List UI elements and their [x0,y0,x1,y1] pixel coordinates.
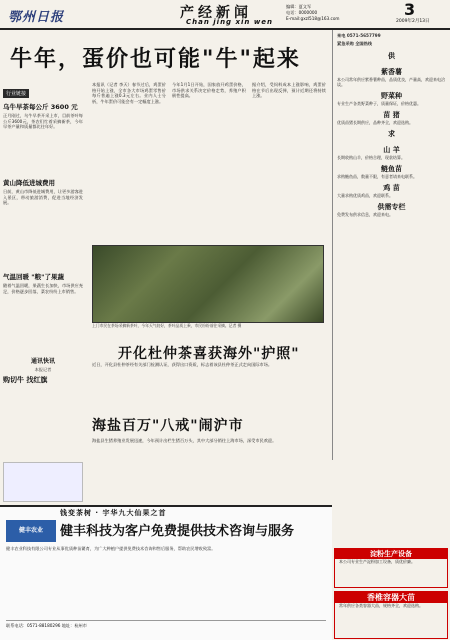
story-title: 乌牛早茶每公斤 3600 元 [3,103,78,111]
ad-tagline: 钱变茶树 · 宇华九大仙果之首 [60,509,167,517]
mid-headline-1: 开化杜仲茶喜获海外"护照" [118,346,300,362]
classified-head: 野菜种 [381,91,402,100]
info-line: 电话：0000000 [286,10,318,15]
classified-head: 鲢鱼苗 [381,164,402,173]
mid-article-2: 海盐县生猪养殖业发展迅速，今年预计出栏生猪百万头，其中大部分销往上海市场，深受市民欢迎。 [92,438,277,443]
mid-headline-2: 海盐百万"八戒"闹沪市 [92,418,244,434]
section-label: 行业链接 [3,89,29,98]
classified-text: 本公司常年供应紫香薯种苗，品质优良，产量高，欢迎来电洽谈。 [337,76,445,87]
classified-head: 紫香薯 [381,67,402,76]
ad-contact: 联系电话：0571-88180296 地址：杭州市 [6,620,326,629]
masthead-info [286,4,396,22]
classified-text: 大量求购优质鸡苗，欢迎联系。 [337,192,393,198]
ad-title: 健丰科技为客户免费提供技术咨询与服务 [60,524,295,539]
right-bottom-ad-1 [334,548,448,588]
company-logo: 健丰农业 [6,520,56,542]
article-column-1: 本报讯（记者 李天）春节过后，鸡蛋价格开始上涨，全市各大市场鸡蛋零售价每斤普遍上涨0.3元左右。业内人士分析，牛年蛋价可能会有一定幅度上涨。 [92,82,166,104]
story-text: 正月刚过，乌牛早茶开采上市，目前茶叶每公斤3600元，茶农们忙着采摘新茶，今年早茶产量和质量都比往年好。 [3,113,83,129]
left-bottom-ad [3,462,83,502]
classified-text: 长期收购山羊，价格合理，现款结算。 [337,154,405,160]
ad-purchase: 购切牛 找红旗 [3,376,48,385]
right-bottom-ad-2 [334,591,448,639]
main-headline: 牛年，蛋价也可能"牛"起来 [10,47,301,72]
classified-header: 来电 0571-5657799 [337,33,381,38]
story-title: 气温回暖 "粮"了果蔬 [3,273,65,281]
ad-title: 香椎容器大苗 [335,592,447,603]
ad-small-line: 本报记者 [34,367,52,372]
story-title: 黄山降低进城费用 [3,179,55,187]
classified-text: 免费发布供求信息，欢迎来电。 [337,211,393,217]
classified-head: 山 羊 [383,145,400,154]
demand-label: 求 [388,129,395,138]
article-column-2: 今年1月1日开始，国家放开鸡蛋价格，市场供求关系决定价格走势，养殖户积极性提高。 [172,82,246,98]
classified-text: 求购鲢鱼苗，数量不限，有意者请来电联系。 [337,173,417,179]
section-title: 产经新闻 [180,5,252,21]
photo-caption: 上门市民在茶场采摘新茶叶，今年天气较好，茶叶品质上乘，市民纷纷前往采摘。记者 摄 [92,323,242,328]
ad-title: 淀粉生产设备 [335,549,447,559]
classified-head: 供需专栏 [377,202,406,211]
article-column-3: 据介绍，受饲料成本上涨影响，鸡蛋价格在节后出现反弹，预计近期还将持续上涨。 [252,82,326,98]
info-line: 编辑：夏文军 [286,4,312,9]
ad-text: 常年供应各类容器大苗，规格齐全，欢迎选购。 [339,603,423,608]
mid-article-1: 近日，开化县杜仲茶经有关部门检测认证，获得出口资质，标志着该县杜仲茶正式走向国际市场。 [92,362,273,367]
classified-text: 优质苗猪长期供应，品种齐全，欢迎选购。 [337,119,413,125]
newspaper-logo: 鄂州日报 [8,10,65,25]
classified-header: 紧急采购 全国热线 [337,41,372,47]
ad-body: 健丰农业科技有限公司专业从事优质种苗繁育，为广大种植户提供免费技术咨询和售后服务，帮助农民增收致富。 [6,546,216,551]
tea-picking-photo [92,245,324,323]
section-subtitle: Chan jing xin wen [186,18,274,26]
classifieds-column [332,30,450,460]
supply-label: 供 [388,51,395,60]
ad-small-title: 通讯快讯 [30,358,55,365]
classified-head: 苗 猪 [383,110,400,119]
page-date: 2009年2月13日 [396,19,430,24]
story-text: 随着气温回暖，果蔬生长加快，市场供应充足，价格逐步回落，菜农纷纷上市销售。 [3,283,83,294]
ad-text: 本公司专业生产淀粉加工设备，质优价廉。 [339,559,415,564]
story-text: 日前，黄山市降低进城费用，让更多游客进入景区，带动旅游消费，促进当地经济发展。 [3,189,83,205]
info-line: E-mail:gxzl518@163.com [286,16,340,21]
page-number: 3 [404,0,416,19]
classified-head: 鸡 苗 [383,183,400,192]
classified-text: 专业生产各类野菜种子，质量保证，价格优惠。 [337,100,421,106]
